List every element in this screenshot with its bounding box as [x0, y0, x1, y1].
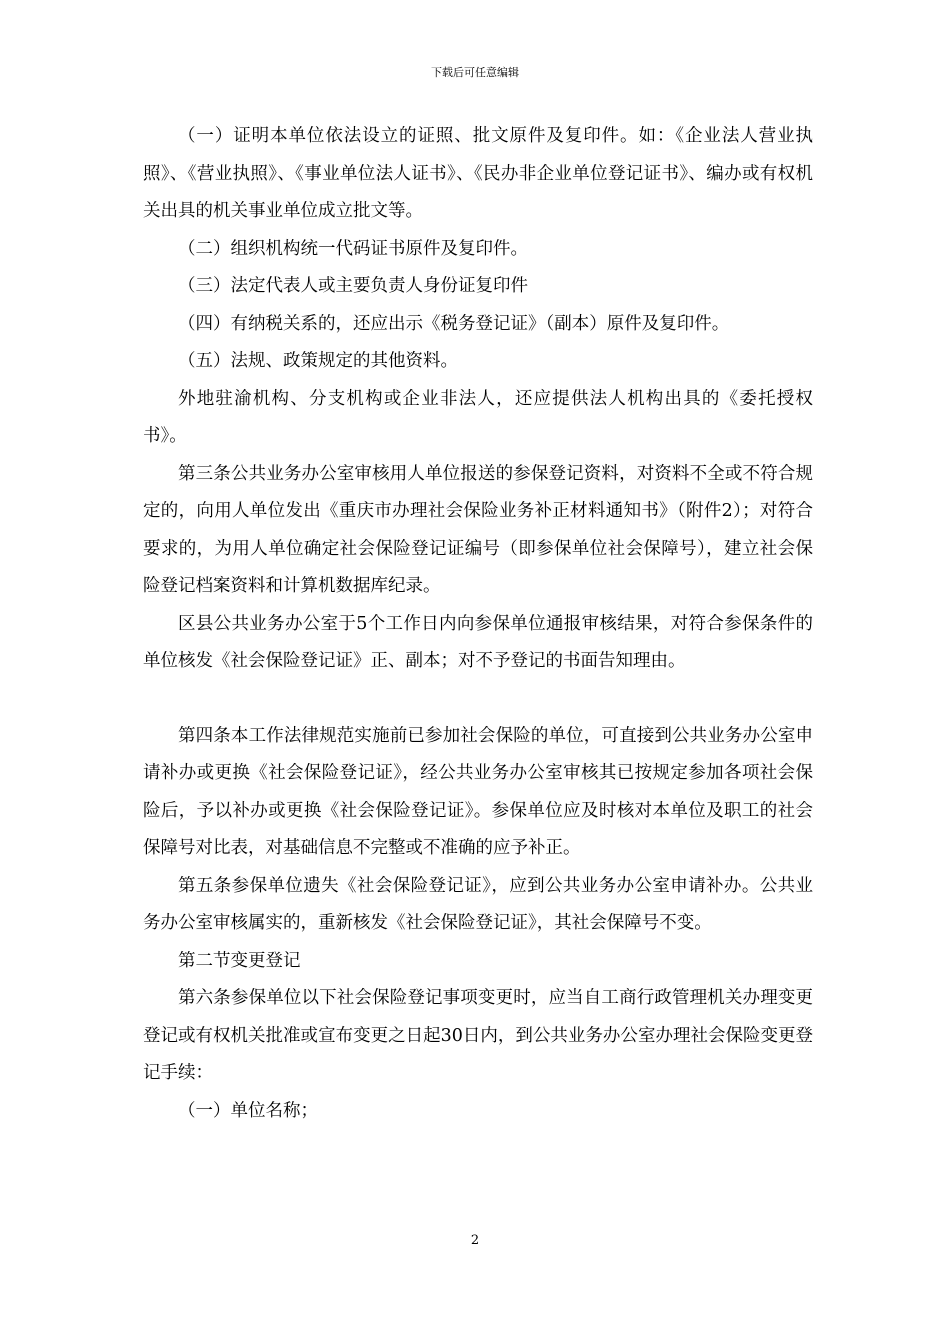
page-number: 2: [470, 1233, 480, 1248]
paragraph: （二）组织机构统一代码证书原件及复印件。: [178, 238, 528, 259]
paragraph: （三）法定代表人或主要负责人身份证复印件: [178, 276, 528, 296]
paragraph: 第四条本工作法律规范实施前已参加社会保险的单位，可直接到公共业务办公室申请补办或更换《社会保险登记证》，经公共业务办公室审核其已按规定参加各项社会保险后，予以补办或更换《社会保险登记证》。参保单位应及时核对本单位及职工的社会保障号对比表，对基础信息不完整或不准确的应予补正。: [143, 725, 813, 858]
paragraph: 区县公共业务办公室于5个工作日内向参保单位通报审核结果，对符合参保条件的单位核发《社会保险登记证》正、副本；对不予登记的书面告知理由。: [143, 613, 813, 671]
paragraph: （一）证明本单位依法设立的证照、批文原件及复印件。如：《企业法人营业执照》、《营业执照》、《事业单位法人证书》、《民办非企业单位登记证书》、编办或有权机关出具的机关事业单位成立批文等。: [143, 126, 813, 221]
paragraph: 外地驻渝机构、分支机构或企业非法人，还应提供法人机构出具的《委托授权书》。: [143, 388, 813, 446]
paragraph: （五）法规、政策规定的其他资料。: [178, 351, 458, 371]
paragraph: 第五条参保单位遗失《社会保险登记证》，应到公共业务办公室申请补办。公共业务办公室审核属实的，重新核发《社会保险登记证》，其社会保障号不变。: [143, 875, 813, 933]
paragraph: （四）有纳税关系的，还应出示《税务登记证》（副本）原件及复印件。: [178, 313, 730, 334]
paragraph: 第三条公共业务办公室审核用人单位报送的参保登记资料，对资料不全或不符合规定的，向用人单位发出《重庆市办理社会保险业务补正材料通知书》（附件2）；对符合要求的，为用人单位确定社会保险登记证编号（即参保单位社会保障号），建立社会保险登记档案资料和计算机数据库纪录。: [143, 463, 813, 596]
blank-line: [143, 681, 813, 718]
document-body: [143, 118, 813, 1130]
section-heading: 第二节变更登记: [178, 950, 301, 971]
paragraph: 第六条参保单位以下社会保险登记事项变更时，应当自工商行政管理机关办理变更登记或有权机关批准或宣布变更之日起30日内，到公共业务办公室办理社会保险变更登记手续：: [143, 988, 813, 1083]
page-header: 下载后可任意编辑: [431, 66, 519, 79]
paragraph: （一）单位名称；: [178, 1100, 318, 1121]
